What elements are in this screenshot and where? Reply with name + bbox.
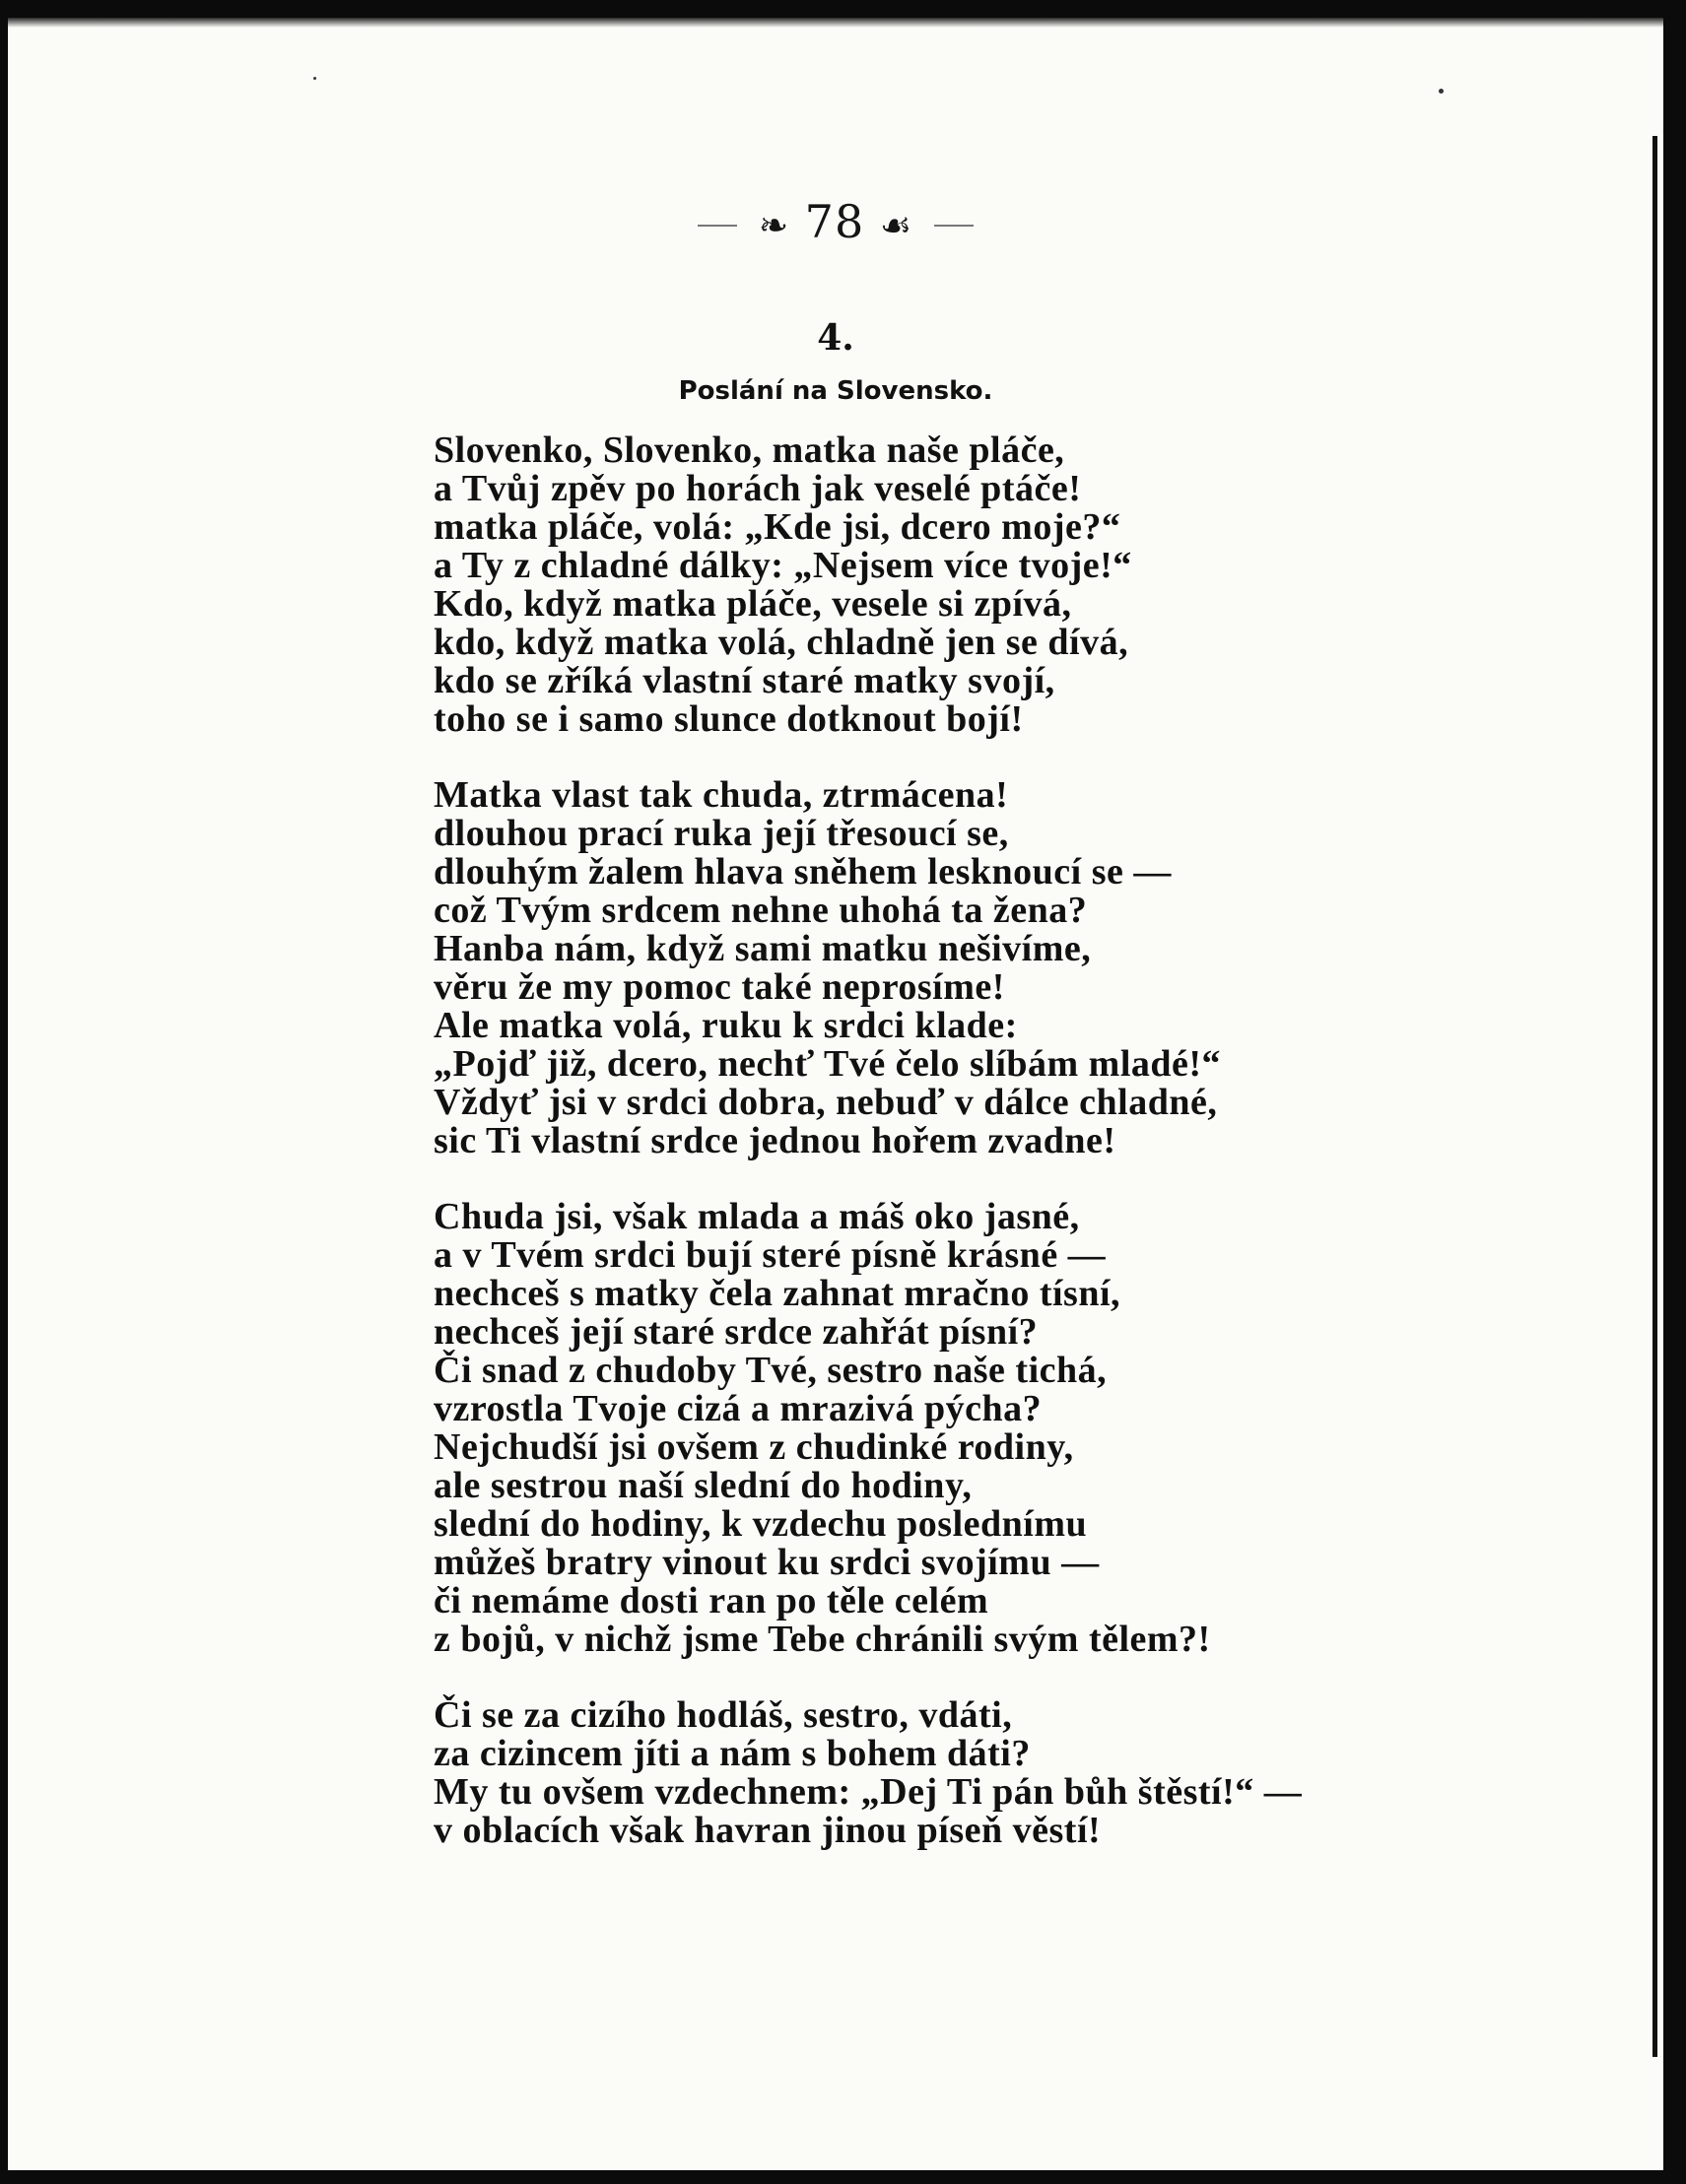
header-dash-left [698,225,737,227]
poem-line: matka pláče, volá: „Kde jsi, dcero moje?“ [434,506,1121,548]
scan-speck [1439,89,1444,94]
poem-line: či nemáme dosti ran po těle celém [434,1580,989,1621]
poem-body [434,431,1419,1887]
poem-line: nechceš její staré srdce zahřát písní? [434,1311,1039,1353]
poem-number: 4. [817,317,854,359]
poem-line: věru že my pomoc také neprosíme! [434,966,1005,1008]
poem-line: Vždyť jsi v srdci dobra, nebuď v dálce chladné, [434,1082,1218,1123]
page-number: 78 [804,195,865,248]
poem-line: „Pojď již, dcero, nechť Tvé čelo slíbám mladé!“ [434,1043,1222,1085]
poem-line: můžeš bratry vinout ku srdci svojímu — [434,1542,1100,1583]
poem-line: My tu ovšem vzdechnem: „Dej Ti pán bůh štěstí!“ — [434,1771,1303,1813]
poem-line: kdo se zříká vlastní staré matky svojí, [434,660,1055,701]
poem-line: toho se i samo slunce dotknout bojí! [434,698,1024,740]
header-dash-right [934,225,974,227]
poem-line: sic Ti vlastní srdce jednou hořem zvadne! [434,1120,1116,1161]
book-page [8,18,1663,2170]
poem-line: a Ty z chladné dálky: „Nejsem více tvoje!“ [434,545,1132,586]
poem-line: dlouhým žalem hlava sněhem lesknoucí se — [434,851,1172,893]
poem-line: Slovenko, Slovenko, matka naše pláče, [434,430,1065,471]
poem-line: a v Tvém srdci bují steré písně krásné — [434,1234,1107,1276]
poem-line: Či se za cizího hodláš, sestro, vdáti, [434,1694,1013,1736]
left-ornament-icon: ❧ [758,206,790,246]
poem-title: Poslání na Slovensko. [678,376,993,406]
poem-line: nechceš s matky čela zahnat mračno tísní, [434,1273,1121,1314]
poem-line: Kdo, když matka pláče, vesele si zpívá, [434,583,1072,625]
poem-line: Ale matka volá, ruku k srdci klade: [434,1005,1018,1046]
scan-speck [313,77,316,80]
poem-line: slední do hodiny, k vzdechu poslednímu [434,1503,1088,1545]
stanza [434,776,1419,1160]
poem-line: Matka vlast tak chuda, ztrmácena! [434,774,1009,816]
poem-line: Chuda jsi, však mlada a máš oko jasné, [434,1196,1080,1237]
stanza [434,1696,1419,1850]
poem-line: a Tvůj zpěv po horách jak veselé ptáče! [434,468,1082,509]
poem-line: ale sestrou naší slední do hodiny, [434,1465,973,1506]
stanza [434,1198,1419,1659]
scan-top-edge [8,18,1663,28]
poem-line: Nejchudší jsi ovšem z chudinké rodiny, [434,1426,1074,1468]
poem-line: což Tvým srdcem nehne uhohá ta žena? [434,890,1088,931]
poem-line: vzrostla Tvoje cizá a mrazivá pýcha? [434,1388,1043,1429]
poem-line: Hanba nám, když sami matku nešivíme, [434,928,1092,969]
poem-line: Či snad z chudoby Tvé, sestro naše tichá, [434,1350,1108,1391]
poem-line: za cizincem jíti a nám s bohem dáti? [434,1733,1031,1774]
stanza [434,431,1419,739]
poem-line: v oblacích však havran jinou píseň věstí! [434,1810,1102,1851]
poem-line: z bojů, v nichž jsme Tebe chránili svým tělem?! [434,1619,1211,1660]
poem-line: kdo, když matka volá, chladně jen se dívá, [434,622,1129,663]
page-header [8,195,1663,248]
right-ornament-icon: ☙ [879,206,913,246]
scan-right-edge [1652,136,1657,2057]
poem-line: dlouhou prací ruka její třesoucí se, [434,813,1009,854]
